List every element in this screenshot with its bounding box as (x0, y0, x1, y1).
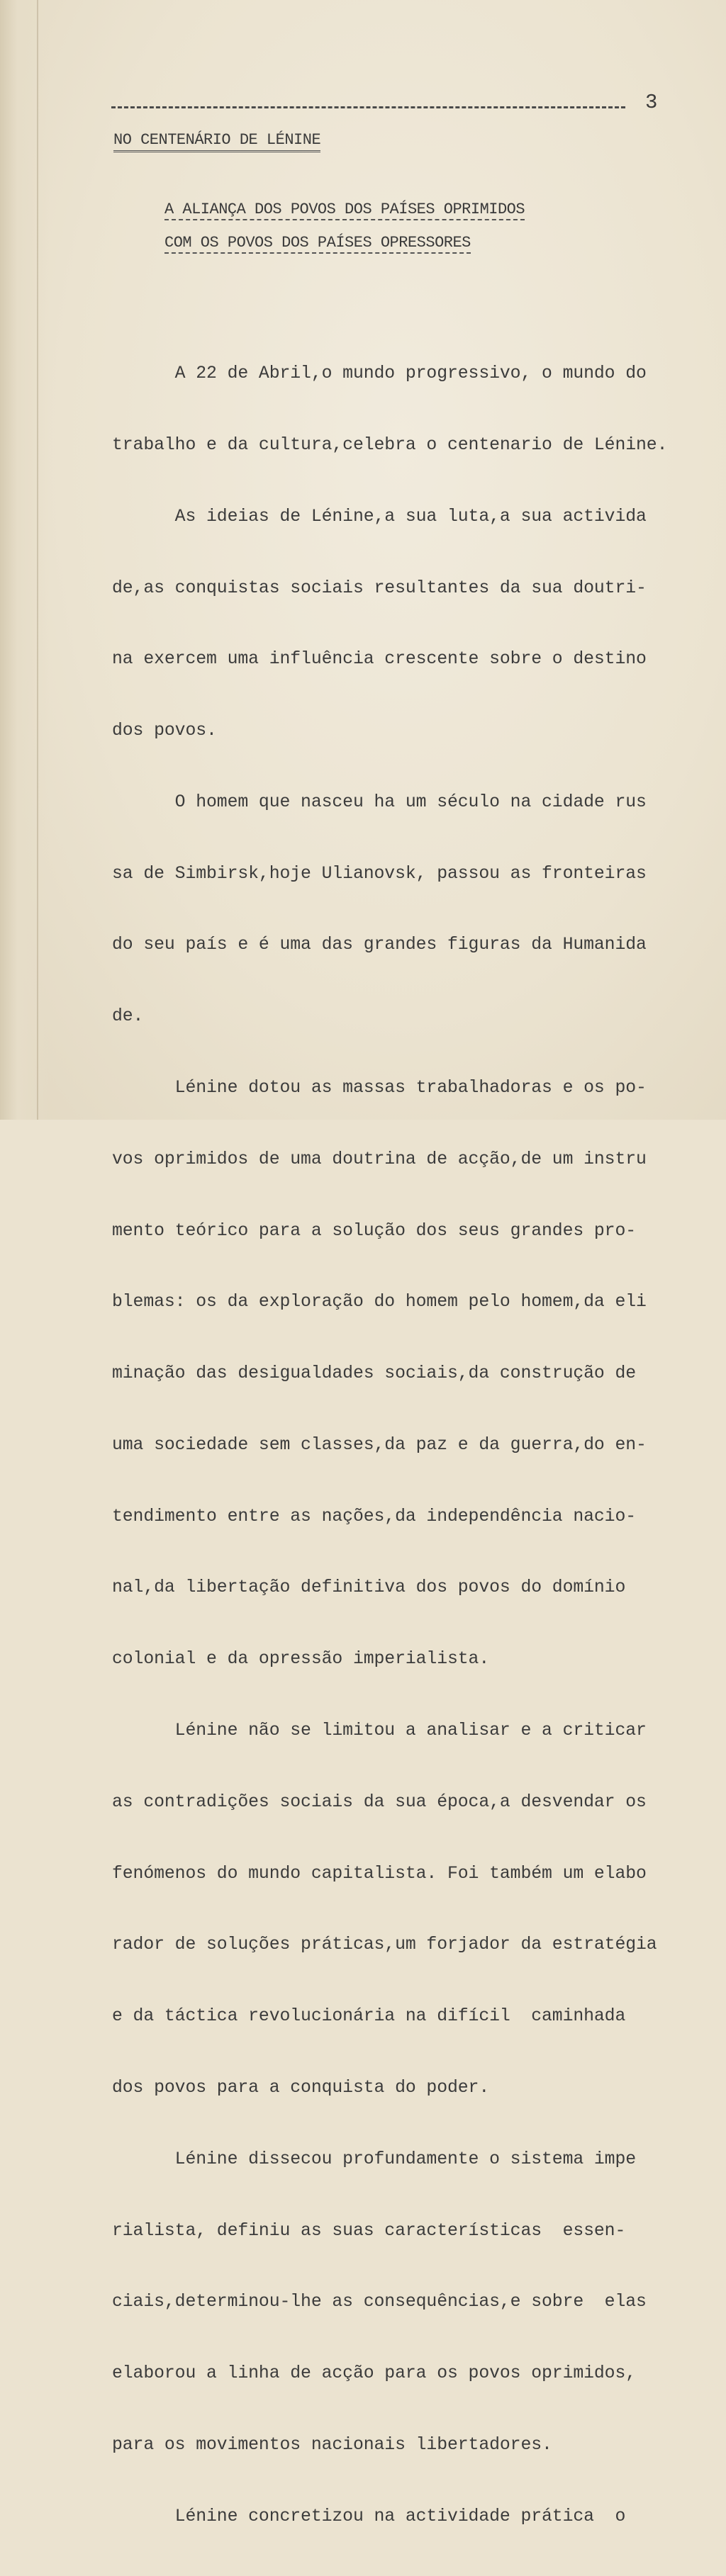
body-line: e da táctica revolucionária na difícil caminhada (112, 2006, 626, 2027)
page-fold-shadow (0, 0, 50, 1120)
article-title-line-1: A ALIANÇA DOS POVOS DOS PAÍSES OPRIMIDOS (164, 201, 525, 220)
page-crease (37, 0, 38, 1120)
body-line: de,as conquistas sociais resultantes da sua doutri- (112, 578, 647, 598)
body-line: nal,da libertação definitiva dos povos do domínio (112, 1577, 626, 1598)
body-line: para os movimentos nacionais libertadores. (112, 2434, 552, 2455)
body-line: rialista, definiu as suas características essen- (112, 2220, 626, 2241)
section-heading: NO CENTENÁRIO DE LÉNINE (113, 131, 320, 152)
body-line: Lénine dissecou profundamente o sistema impe (112, 2149, 637, 2169)
body-line: na exercem uma influência crescente sobre o destino (112, 649, 647, 670)
body-line: rador de soluções práticas,um forjador da estratégia (112, 1935, 657, 1955)
body-line: sa de Simbirsk,hoje Ulianovsk, passou as fronteiras (112, 863, 647, 884)
body-line: blemas: os da exploração do homem pelo homem,da eli (112, 1292, 647, 1312)
body-line: de. (112, 1006, 144, 1027)
body-line: dos povos para a conquista do poder. (112, 2077, 490, 2098)
body-line: as contradições sociais da sua época,a desvendar os (112, 1792, 647, 1812)
body-line: fenómenos do mundo capitalista. Foi também um elabo (112, 1863, 647, 1884)
body-line: dos povos. (112, 721, 217, 741)
body-line: colonial e da opressão imperialista. (112, 1649, 490, 1670)
body-line: vos oprimidos de uma doutrina de acção,de um instru (112, 1149, 647, 1169)
body-line: As ideias de Lénine,a sua luta,a sua activida (112, 506, 647, 527)
body-line: A 22 de Abril,o mundo progressivo, o mundo do (112, 364, 647, 384)
body-line: uma sociedade sem classes,da paz e da guerra,do en- (112, 1434, 647, 1455)
header-dashed-rule (111, 106, 625, 108)
page-number: 3 (645, 91, 658, 114)
body-line: mento teórico para a solução dos seus grandes pro- (112, 1220, 637, 1241)
body-line: elaborou a linha de acção para os povos oprimidos, (112, 2363, 637, 2384)
body-line: ciais,determinou-lhe as consequências,e sobre elas (112, 2292, 647, 2312)
body-line: minação das desigualdades sociais,da construção de (112, 1363, 637, 1384)
article-body (112, 315, 693, 2576)
body-line: do seu país e é uma das grandes figuras da Humanida (112, 935, 647, 955)
body-line: Lénine dotou as massas trabalhadoras e os po- (112, 1078, 647, 1098)
article-title-line-2: COM OS POVOS DOS PAÍSES OPRESSORES (164, 234, 471, 254)
body-line: trabalho e da cultura,celebra o centenario de Lénine. (112, 434, 668, 455)
body-line: O homem que nasceu ha um século na cidade rus (112, 792, 647, 812)
body-line: Lénine não se limitou a analisar e a criticar (112, 1721, 647, 1741)
body-line: tendimento entre as nações,da independência nacio- (112, 1506, 637, 1526)
body-line: Lénine concretizou na actividade prática o (112, 2506, 626, 2526)
